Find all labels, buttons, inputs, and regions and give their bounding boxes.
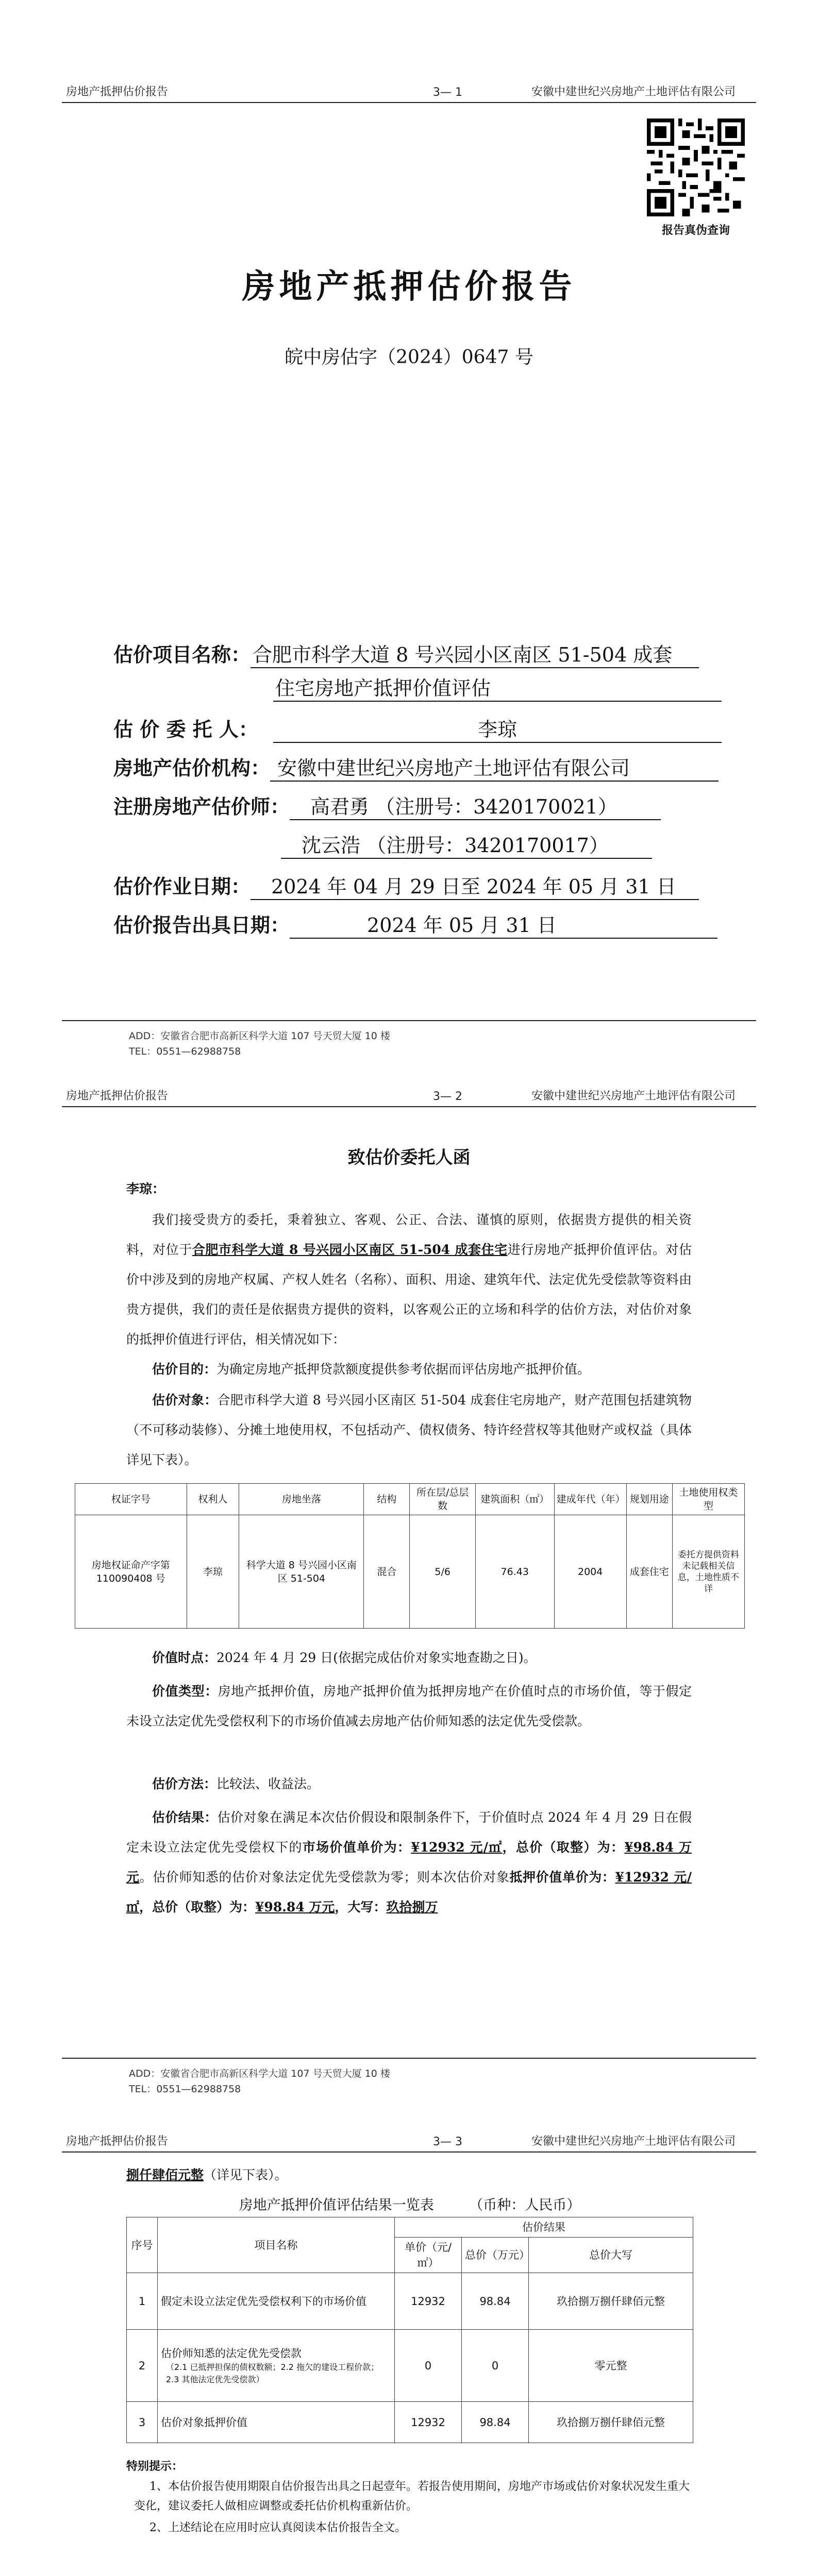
page-cover [0,0,818,1076]
th-use: 规划用途 [626,1484,672,1515]
header-right: 安徽中建世纪兴房地产土地评估有限公司 [531,1090,736,1103]
letter-intro [126,1205,692,1354]
th-area: 建筑面积（㎡） [475,1484,554,1515]
period-value: 2024 年 04 月 29 日至 2024 年 05 月 31 日 [251,871,699,900]
appraiser-2: 沈云浩 （注册号：3420170017） [281,829,652,859]
method-label: 估价方法： [152,1776,217,1791]
value-type-para [126,1676,692,1736]
row3-unit: 12932 [395,2402,462,2443]
result-text-b: 市场价值单价为： [302,1840,411,1855]
purpose-label: 估价目的： [152,1362,217,1377]
appraiser-label: 注册房地产估价师： [113,795,290,818]
mortgage-total-value: ¥98.84 万元 [255,1900,335,1914]
period-row [113,871,699,900]
object-text: 合肥市科学大道 8 号兴园小区南区 51-504 成套住宅房地产，财产范围包括建筑物（不可移动装修）、分摊土地使用权，不包括动产、债权债务、特许经营权等其他财产或权益（具体详见下表）。 [126,1393,692,1467]
header-left: 房地产抵押估价报告 [66,1090,169,1103]
client-label: 估 价 委 托 人： [113,718,258,741]
cell-floor: 5/6 [410,1515,475,1629]
th-floor: 所在层/总层数 [410,1484,475,1515]
row1-unit: 12932 [395,2273,462,2330]
result-label: 估价结果： [152,1810,218,1825]
value-date-label: 价值时点： [152,1650,217,1665]
row3-upper: 玖拾捌万捌仟肆佰元整 [529,2402,693,2443]
letter-title: 致估价委托人函 [347,1147,471,1168]
table-header-row [75,1484,745,1515]
appraiser-1: 高君勇 （注册号：3420170021） [290,791,661,820]
mortgage-total-upper: 玖拾捌万 [386,1900,438,1914]
row2-name-cell [158,2330,395,2402]
page-footer [62,2058,756,2099]
footer-tel: TEL：0551—62988758 [129,2083,241,2095]
table-row [75,1515,745,1629]
th-total: 总价（万元） [462,2238,529,2273]
row3-name: 估价对象抵押价值 [158,2402,395,2443]
issue-value: 2024 年 05 月 31 日 [290,909,717,939]
cell-area: 76.43 [475,1515,554,1629]
report-title: 房地产抵押估价报告 [242,267,576,306]
th-structure: 结构 [364,1484,410,1515]
page-header [62,1087,756,1107]
page-results [0,2122,818,2576]
agency-label: 房地产估价机构： [113,756,271,779]
result-text-f: ，总价（取整）为： [139,1900,256,1914]
header-right: 安徽中建世纪兴房地产土地评估有限公司 [531,86,736,98]
table-row [127,2273,693,2330]
client-value: 李琼 [273,714,722,743]
page-footer [62,1020,756,1061]
header-page-no: 3— 2 [433,1090,462,1103]
notice-1: 1、本估价报告使用期限自估价报告出具之日起壹年。若报告使用期间，房地产市场或估价对象状况发生重大变化，建议委托人做相应调整或委托估价机构重新估价。 [134,2480,690,2513]
th-no: 序号 [127,2217,158,2273]
agency-value: 安徽中建世纪兴房地产土地评估有限公司 [270,752,719,782]
row3-total: 98.84 [462,2402,529,2443]
appraiser-row [113,791,661,820]
result-table [126,2217,693,2443]
result-para [126,1803,692,1922]
purpose-para [126,1354,692,1384]
page-header [62,82,756,103]
cell-year: 2004 [554,1515,626,1629]
purpose-text: 为确定房地产抵押贷款额度提供参考依据而评估房地产抵押价值。 [216,1362,591,1377]
result-text-d: 。估价师知悉的估价对象法定优先受偿款为零；则本次估价对象 [139,1870,510,1885]
row2-sub: （2.1 已抵押担保的债权数额；2.2 拖欠的建设工程价款；2.3 其他法定优先受偿款） [166,2362,379,2384]
table-header-row [127,2217,693,2238]
period-label: 估价作业日期： [113,875,251,898]
page-header [62,2132,756,2153]
header-left: 房地产抵押估价报告 [66,2135,169,2148]
project-name-row-2 [273,672,722,702]
mortgage-unit-value: ¥12932 元/㎡ [126,1870,692,1914]
table-row [127,2402,693,2443]
row2-upper: 零元整 [529,2330,693,2402]
th-land-type: 土地使用权类型 [672,1484,744,1515]
project-value-line2: 住宅房地产抵押价值评估 [273,672,722,702]
issue-date-row [113,909,717,939]
salutation: 李琼： [126,1181,165,1196]
table-row [127,2330,693,2402]
property-table [75,1483,745,1629]
project-name-row [113,639,699,668]
value-type-label: 价值类型： [152,1684,218,1699]
result-table-title: 房地产抵押价值评估结果一览表 [239,2197,434,2213]
notice-2: 2、上述结论在应用时应认真阅读本估价报告全文。 [149,2521,406,2534]
header-left: 房地产抵押估价报告 [66,86,169,98]
value-date-text: 2024 年 4 月 29 日(依据完成估价对象实地查勘之日)。 [216,1650,537,1665]
result-text-a: 估价对象在满足本次估价假设和限制条件下，于价值时点 2024 年 4 月 29 日在假定未设立法定优先受偿权下的 [126,1810,692,1855]
result-text-e: 抵押价值单价为： [509,1870,615,1885]
method-text: 比较法、收益法。 [216,1776,320,1791]
cell-location: 科学大道 8 号兴园小区南区 51-504 [239,1515,364,1629]
th-owner: 权利人 [187,1484,239,1515]
th-value: 估价结果 [395,2217,693,2238]
value-date-para [126,1643,692,1673]
row1-name: 假定未设立法定优先受偿权利下的市场价值 [158,2273,395,2330]
footer-address: ADD：安徽省合肥市高新区科学大道 107 号天贸大厦 10 楼 [129,1030,390,1042]
market-total-value: ¥98.84 万元 [126,1840,692,1885]
footer-tel: TEL：0551—62988758 [129,1046,241,1057]
see-table-text: （详见下表）。 [204,2167,288,2182]
currency-note: （币种：人民币） [469,2197,581,2213]
row3-no: 3 [127,2402,158,2443]
cell-land-type: 委托方提供资料未记载相关信息，土地性质不详 [672,1515,744,1629]
footer-address: ADD：安徽省合肥市高新区科学大道 107 号天贸大厦 10 楼 [129,2068,390,2079]
cell-structure: 混合 [364,1515,410,1629]
object-label: 估价对象： [152,1393,218,1408]
intro-text-a: 我们接受贵方的委托，秉着独立、客观、公正、合法、谨慎的原则，依据贵方提供的相关资料，对位于 [126,1212,692,1257]
th-item: 项目名称 [158,2217,395,2273]
value-type-text: 房地产抵押价值，房地产抵押价值为抵押房地产在价值时点的市场价值，等于假定未设立法定优先受偿权利下的市场价值减去房地产估价师知悉的法定优先受偿款。 [126,1684,692,1728]
cell-cert: 房地权证命产字第 110090408 号 [75,1515,187,1629]
result-table-caption [126,2194,693,2214]
qr-code-icon[interactable] [647,118,745,216]
row2-total: 0 [462,2330,529,2402]
upper-continued: 捌仟肆佰元整 [126,2167,204,2182]
page-letter [0,1076,818,2122]
project-label: 估价项目名称： [113,643,251,666]
document-number: 皖中房估字（2024）0647 号 [285,347,533,368]
th-upper: 总价大写 [529,2238,693,2273]
market-unit-value: ¥12932 元/㎡ [411,1840,503,1855]
result-text-c: ，总价（取整）为： [502,1840,625,1855]
cell-use: 成套住宅 [626,1515,672,1629]
client-row [113,714,722,743]
object-para [126,1385,692,1475]
row1-upper: 玖拾捌万捌仟肆佰元整 [529,2273,693,2330]
th-unit: 单价（元/㎡） [395,2238,462,2273]
intro-text-b: 进行房地产抵押价值评估。对估价中涉及到的房地产权属、产权人姓名（名称）、面积、用途、建筑年代、法定优先受偿款等资料由贵方提供，我们的责任是依据贵方提供的资料，以客观公正的立场和科学的估价方法，对估价对象的抵押价值进行评估，相关情况如下： [126,1242,692,1347]
th-location: 房地坐落 [239,1484,364,1515]
intro-address: 合肥市科学大道 8 号兴园小区南区 51-504 成套住宅 [192,1242,508,1257]
header-page-no: 3— 3 [433,2136,462,2148]
appraiser-row-2 [281,829,652,859]
row1-no: 1 [127,2273,158,2330]
agency-row [113,752,719,782]
result-text-g: ，大写： [335,1900,387,1914]
project-value-line1: 合肥市科学大道 8 号兴园小区南区 51-504 成套 [251,639,699,668]
th-cert: 权证字号 [75,1484,187,1515]
method-para [126,1769,692,1799]
row2-name: 估价师知悉的法定优先受偿款 [161,2347,302,2360]
cell-owner: 李琼 [187,1515,239,1629]
header-page-no: 3— 1 [433,86,462,99]
th-year: 建成年代（年） [554,1484,626,1515]
row1-total: 98.84 [462,2273,529,2330]
row2-no: 2 [127,2330,158,2402]
qr-caption: 报告真伪查询 [661,224,730,237]
header-right: 安徽中建世纪兴房地产土地评估有限公司 [531,2135,736,2148]
row2-unit: 0 [395,2330,462,2402]
notice-title: 特别提示： [126,2460,183,2473]
issue-label: 估价报告出具日期： [113,913,290,937]
result-continued [126,2160,692,2190]
